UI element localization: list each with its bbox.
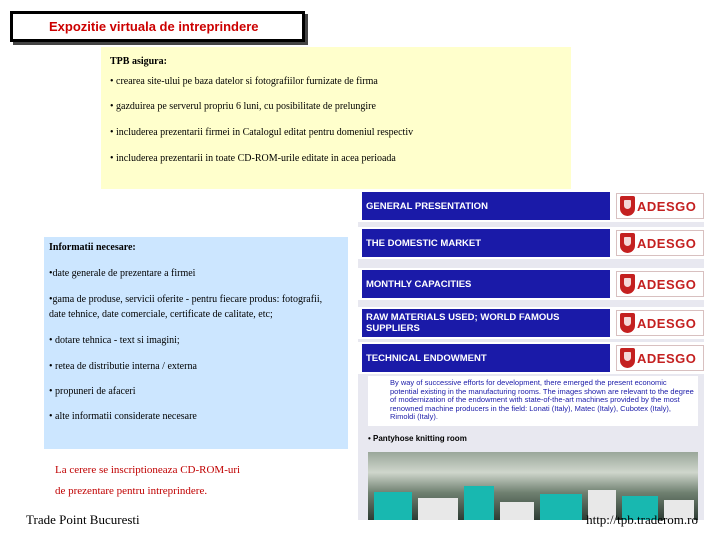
site-description: By way of successive efforts for development, there emerged the present economic potential existing in the manufacturing rooms. The images shown are relevant to the degree of modernization of the endowment with state-of-the-art machines provided by the most renowned machine producers in the field: Lonati (Italy), Matec (Italy), Cubotex (Italy), Rimoldi (Italy). [368, 376, 698, 426]
room-label: • Pantyhose knitting room [368, 434, 467, 443]
info-item: • dotare tehnica - text si imagini; [49, 335, 180, 346]
site-menu-row [358, 227, 706, 259]
site-menu-row [358, 190, 706, 222]
tpb-item: • crearea site-ului pe baza datelor si fotografiilor furnizate de firma [110, 76, 378, 87]
adesgo-logo: ADESGO [616, 193, 704, 219]
info-item: • propuneri de afaceri [49, 386, 136, 397]
info-item: • alte informatii considerate necesare [49, 411, 197, 422]
info-heading: Informatii necesare: [49, 242, 136, 253]
site-menu-row [358, 268, 706, 300]
cd-note-line-2: de prezentare pentru intreprindere. [55, 485, 208, 497]
cd-note-line-1: La cerere se inscriptioneaza CD-ROM-uri [55, 464, 241, 476]
menu-domestic-market[interactable]: THE DOMESTIC MARKET [362, 229, 610, 257]
tpb-item: • includerea prezentarii firmei in Catalogul editat pentru domeniul respectiv [110, 127, 414, 138]
adesgo-logo: ADESGO [616, 271, 704, 297]
menu-technical-endowment[interactable]: TECHNICAL ENDOWMENT [362, 344, 610, 372]
crest-icon [620, 274, 635, 294]
tpb-item: • includerea prezentarii in toate CD-ROM-urile editate in acea perioada [110, 153, 396, 164]
page-title: Expozitie virtuala de intreprindere [49, 19, 259, 34]
adesgo-logo: ADESGO [616, 230, 704, 256]
crest-icon [620, 348, 635, 368]
footer-url-link[interactable]: http://tpb.traderom.ro [586, 512, 698, 527]
info-item: •date generale de prezentare a firmei [49, 268, 196, 279]
menu-monthly-capacities[interactable]: MONTHLY CAPACITIES [362, 270, 610, 298]
footer-organization: Trade Point Bucuresti [26, 512, 140, 527]
info-item: • retea de distributie interna / externa [49, 361, 197, 372]
site-menu-row [358, 307, 706, 339]
menu-general-presentation[interactable]: GENERAL PRESENTATION [362, 192, 610, 220]
info-item: •gama de produse, servicii oferite - pentru fiecare produs: fotografii, [49, 294, 323, 305]
site-menu-row [358, 342, 706, 374]
crest-icon [620, 313, 635, 333]
info-item: date tehnice, date comerciale, certificate de calitate, etc; [49, 309, 273, 320]
required-info-panel [44, 237, 348, 449]
adesgo-logo: ADESGO [616, 310, 704, 336]
menu-raw-materials[interactable]: RAW MATERIALS USED; WORLD FAMOUS SUPPLIERS [362, 309, 610, 337]
page-title-box [10, 11, 305, 42]
crest-icon [620, 233, 635, 253]
website-preview [358, 190, 704, 520]
adesgo-logo: ADESGO [616, 345, 704, 371]
crest-icon [620, 196, 635, 216]
tpb-services-panel [101, 47, 571, 189]
knitting-room-photo [368, 452, 698, 520]
tpb-item: • gazduirea pe serverul propriu 6 luni, cu posibilitate de prelungire [110, 101, 376, 112]
tpb-heading: TPB asigura: [110, 56, 167, 67]
